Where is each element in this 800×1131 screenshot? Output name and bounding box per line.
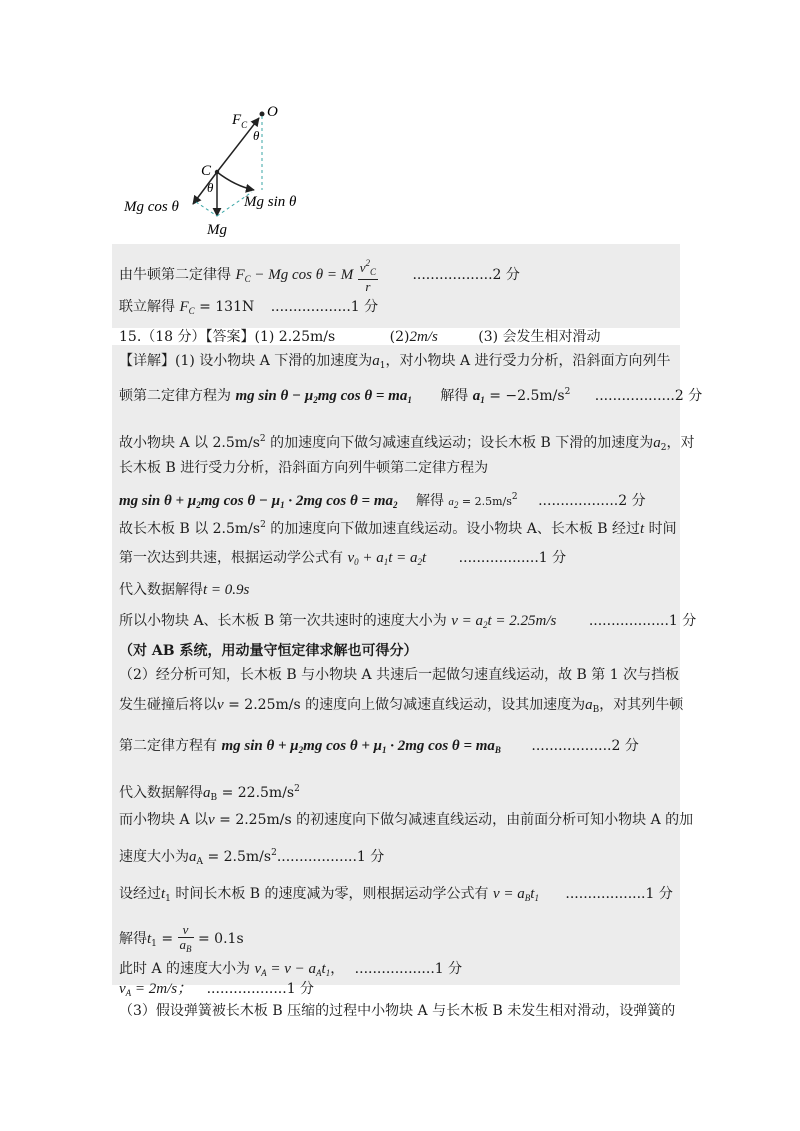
detail-line-13: 第二定律方程有 mg $\sin \theta + \mu_2mg$ $\cos \theta + \mu_1 \cdot 2mg$ $\cos \theta = ma_B$ ..................2 分 (119, 738, 639, 755)
point-o (260, 112, 265, 117)
solve-line: 联立解得 $F_C = 131N$ ..................1 分 (119, 299, 379, 316)
label-mgcos: Mg cos θ (124, 199, 179, 215)
detail-line-7: 第一次达到共速，根据运动学公式有 $v_0 + a_1t = a_2t$ ..................1 分 (119, 550, 567, 567)
label-theta-top: θ (253, 128, 260, 143)
detail-line-8: 代入数据解得t = 0.9s (119, 582, 250, 598)
dashed-left (196, 202, 217, 216)
detail-line-14: 代入数据解得$a_B = 22.5m/s^2$ (119, 784, 300, 803)
detail-line-5: mg $\sin \theta + \mu_2mg$ $\cos \theta - \mu_1 \cdot 2mg$ $\cos \theta = ma_2$ 解得 $a_2 = 2.5m/s^2$ ..................2 分 (119, 492, 646, 510)
label-fc: $F_C$ (232, 112, 248, 130)
detail-line-11: （2）经分析可知，长木板 B 与小物块 A 共速后一起做匀速直线运动，故 B 第 1 次与挡板 (119, 667, 680, 683)
label-theta-mid: θ (207, 180, 214, 195)
question-15-answer: 15.（18 分）【答案】(1) 2.25m/s (2)2m/s (3) 会发生相对滑动 (119, 329, 601, 345)
point-c (215, 170, 219, 174)
detail-line-16: 速度大小为$a_A = 2.5m/s^2..................1$ 分 (119, 848, 385, 867)
detail-line-1: 【详解】(1) 设小物块 A 下滑的加速度为$a_1$，对小物块 A 进行受力分析，沿斜面方向列牛 (119, 353, 671, 371)
detail-line-17: 设经过$t_1$ 时间长木板 B 的速度减为零，则根据运动学公式有 $v = a_Bt_1$ ..................1 分 (119, 886, 673, 904)
detail-line-15: 而小物块 A 以v = 2.25m/s 的初速度向下做匀减速直线运动，由前面分析可知小物块 A 的加 (119, 812, 694, 828)
detail-line-18: 解得$t_1$ = $\frac{v}{a_B}$ = 0.1s (119, 921, 244, 954)
detail-line-12: 发生碰撞后将以v = 2.25m/s 的速度向上做匀减速直线运动，设其加速度为$a_B$，对其列牛顿 (119, 697, 684, 715)
detail-line-2: 顿第二定律方程为 mg $\sin \theta - \mu_2mg$ $\cos \theta = ma_1$ 解得 $a_1 = -2.5m/s^2$ ..................2 分 (119, 387, 703, 405)
mgsin-arrow (217, 172, 254, 190)
label-o: O (267, 104, 278, 120)
detail-line-10: （对 AB 系统，用动量守恒定律求解也可得分） (119, 643, 418, 659)
centripetal-fraction: $\frac{v^2_C}{r}$ (359, 258, 376, 294)
detail-line-3: 故小物块 A 以 $2.5m/s^2$ 的加速度向下做匀减速直线运动；设长木板 B 下滑的加速度为$a_2$，对 (119, 434, 695, 453)
detail-line-6: 故长木板 B 以 $2.5m/s^2$ 的加速度向下做加速直线运动。设小物块 A、长木板 B 经过t 时间 (119, 520, 677, 537)
detail-line-9: 所以小物块 A、长木板 B 第一次共速时的速度大小为 $v = a_2t = 2.25m/s$ ..................1 分 (119, 613, 697, 630)
detail-line-4: 长木板 B 进行受力分析，沿斜面方向列牛顿第二定律方程为 (119, 460, 489, 476)
detail-line-20: $v_A = 2m/s$； ..................1 分 (119, 981, 315, 998)
time-fraction: $\frac{v}{a_B}$ (179, 921, 192, 954)
detail-line-21: （3）假设弹簧被长木板 B 压缩的过程中小物块 A 与长木板 B 未发生相对滑动，设弹簧的 (119, 1003, 676, 1019)
detail-line-19: 此时 A 的速度大小为 $v_A = v - a_At_1$， ..................1 分 (119, 961, 463, 978)
force-diagram (110, 100, 310, 240)
label-mg: Mg (207, 222, 227, 238)
label-mgsin: Mg sin θ (244, 194, 297, 210)
label-c: C (201, 163, 212, 179)
newton-law-line: 由牛顿第二定律得 $F_C - Mg$ cos θ = M $\frac{v^2_C}{r}$ ..................2 分 (119, 258, 520, 294)
